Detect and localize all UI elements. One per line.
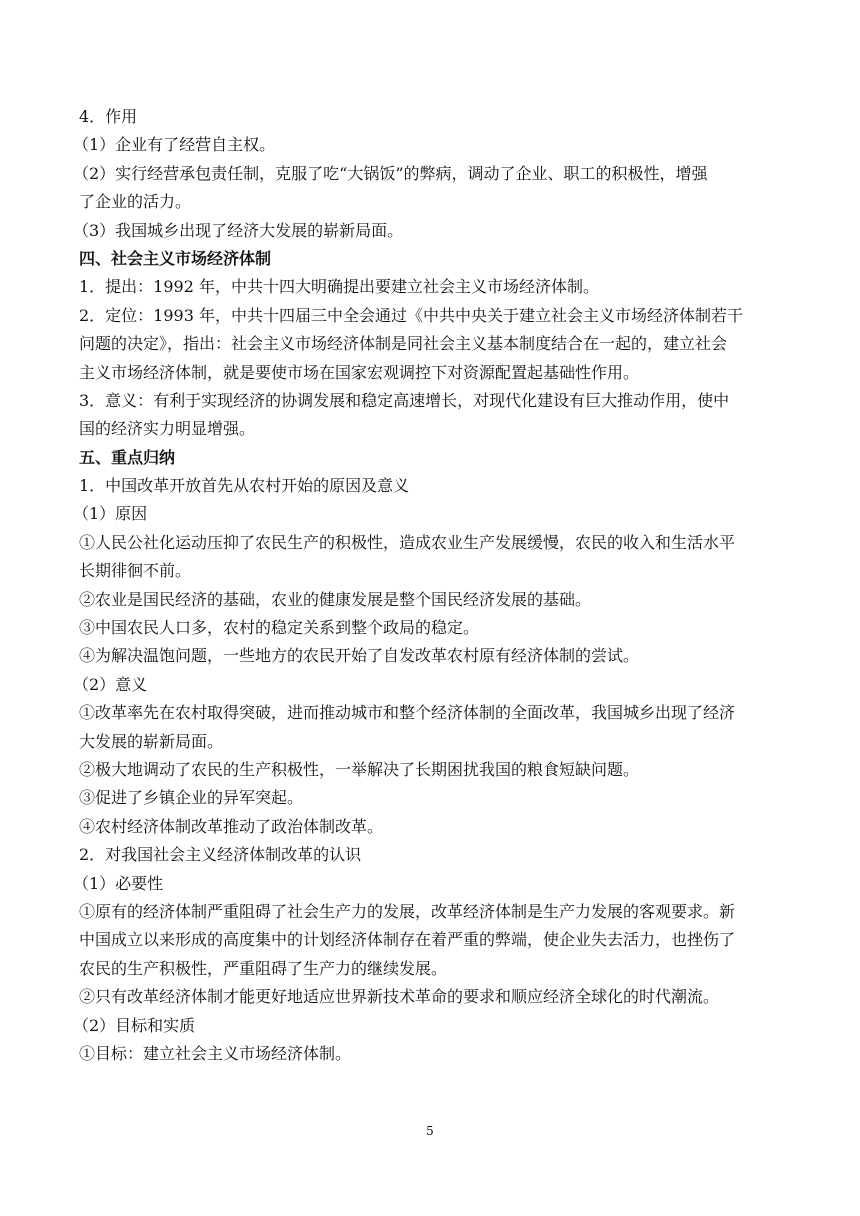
text-line: （1）企业有了经营自主权。 — [73, 135, 276, 155]
section-heading: 五、重点归纳 — [79, 447, 176, 467]
text-line: ①原有的经济体制严重阻碍了社会生产力的发展，改革经济体制是生产力发展的客观要求。新 — [79, 901, 736, 921]
text-line: （1）原因 — [73, 504, 148, 524]
text-line: 2．对我国社会主义经济体制改革的认识 — [79, 845, 362, 865]
text-line: 中国成立以来形成的高度集中的计划经济体制存在着严重的弊端，使企业失去活力，也挫伤了 — [79, 930, 736, 950]
section-heading: 四、社会主义市场经济体制 — [79, 248, 272, 268]
text-line: ①改革率先在农村取得突破，进而推动城市和整个经济体制的全面改革，我国城乡出现了经济 — [79, 703, 736, 723]
text-line: 2．定位：1993 年，中共十四届三中全会通过《中共中央关于建立社会主义市场经济体制若干 — [79, 305, 743, 325]
text-line: ④农村经济体制改革推动了政治体制改革。 — [79, 816, 384, 836]
text-line: 1．提出：1992 年，中共十四大明确提出要建立社会主义市场经济体制。 — [79, 277, 599, 297]
text-line: ①人民公社化运动压抑了农民生产的积极性，造成农业生产发展缓慢，农民的收入和生活水平 — [79, 532, 736, 552]
text-line: ③中国农民人口多，农村的稳定关系到整个政局的稳定。 — [79, 618, 480, 638]
text-line: ③促进了乡镇企业的异军突起。 — [79, 788, 304, 808]
text-line: 长期徘徊不前。 — [79, 561, 192, 581]
text-line: 4．作用 — [79, 107, 138, 126]
text-line: 主义市场经济体制，就是要使市场在国家宏观调控下对资源配置起基础性作用。 — [79, 362, 640, 382]
text-line: 3．意义：有利于实现经济的协调发展和稳定高速增长，对现代化建设有巨大推动作用，使中 — [79, 390, 730, 410]
text-line: ②农业是国民经济的基础，农业的健康发展是整个国民经济发展的基础。 — [79, 589, 592, 609]
text-line: （3）我国城乡出现了经济大发展的崭新局面。 — [73, 220, 404, 240]
text-line: 农民的生产积极性，严重阻碍了生产力的继续发展。 — [79, 958, 448, 978]
text-line: 国的经济实力明显增强。 — [79, 419, 256, 439]
page-number: 5 — [426, 1124, 434, 1138]
text-line: ②极大地调动了农民的生产积极性，一举解决了长期困扰我国的粮食短缺问题。 — [79, 759, 640, 779]
text-line: 大发展的崭新局面。 — [79, 731, 224, 751]
document-body — [73, 103, 785, 1068]
text-line: （1）必要性 — [73, 873, 164, 893]
text-line: （2）实行经营承包责任制，克服了吃“大锅饭”的弊病，调动了企业、职工的积极性，增强 — [73, 163, 708, 183]
text-line: （2）目标和实质 — [73, 1015, 196, 1035]
text-line: ②只有改革经济体制才能更好地适应世界新技术革命的要求和顺应经济全球化的时代潮流。 — [79, 987, 720, 1007]
text-line: （2）意义 — [73, 674, 148, 694]
text-line: 1．中国改革开放首先从农村开始的原因及意义 — [79, 476, 410, 496]
text-line: 了企业的活力。 — [79, 192, 192, 212]
text-line: 问题的决定》，指出：社会主义市场经济体制是同社会主义基本制度结合在一起的，建立社会 — [79, 334, 728, 354]
text-line: ④为解决温饱问题，一些地方的农民开始了自发改革农村原有经济体制的尝试。 — [79, 646, 640, 666]
text-line: ①目标：建立社会主义市场经济体制。 — [79, 1043, 352, 1063]
